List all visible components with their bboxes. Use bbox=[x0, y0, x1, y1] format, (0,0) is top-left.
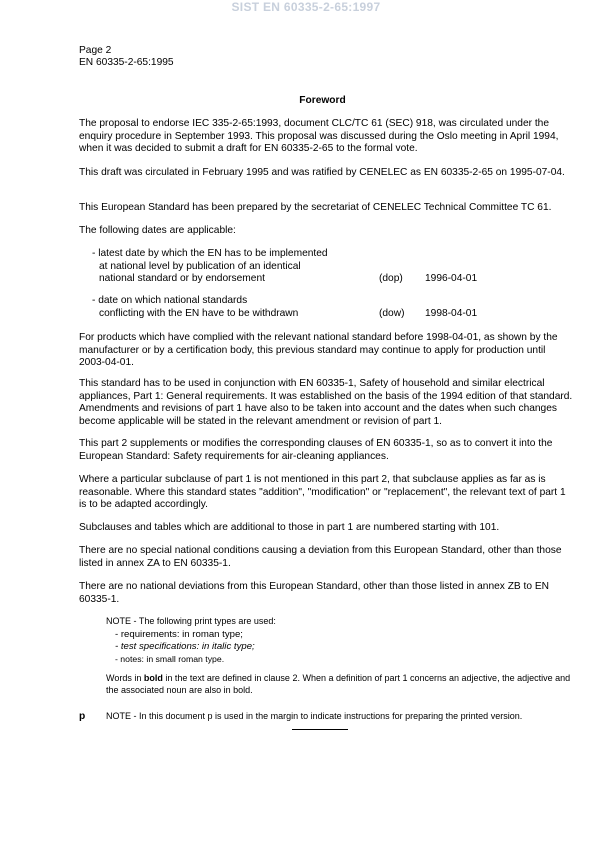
paragraph-numbering: Subclauses and tables which are additional to those in part 1 are numbered starting with 101. bbox=[79, 522, 500, 533]
dop-line-3: national standard or by endorsement bbox=[99, 273, 265, 284]
note-print-types bbox=[106, 616, 576, 665]
note-item-small: - notes: in small roman type. bbox=[115, 653, 225, 664]
paragraph-secretariat: This European Standard has been prepared by the secretariat of CENELEC Technical Committee TC 61. bbox=[79, 202, 552, 213]
paragraph-supplements: This part 2 supplements or modifies the corresponding clauses of EN 60335-1, so as to convert it into the European Standard: Safety requirements for air-cleaning appliances. bbox=[79, 438, 553, 462]
dop-line-2: at national level by publication of an identical bbox=[99, 260, 301, 272]
note-item-italic: - test specifications: in italic type; bbox=[115, 640, 255, 652]
dates-item-dow bbox=[92, 295, 572, 320]
paragraph-special-conditions: There are no special national conditions causing a deviation from this European Standard, other than those listed in annex ZA to EN 60335-1. bbox=[79, 545, 562, 569]
paragraph-subclauses: Where a particular subclause of part 1 is not mentioned in this part 2, that subclause applies as far as is reasonable. Where this standard states "addition", "modification" or "replacement", the relevant text of part 1 is to be adapted accordingly. bbox=[79, 474, 566, 510]
dates-item-dop bbox=[92, 248, 572, 286]
dow-line-1: - date on which national standards bbox=[92, 295, 248, 306]
paragraph-proposal: The proposal to endorse IEC 335-2-65:1993, document CLC/TC 61 (SEC) 918, was circulated under the enquiry procedure in September 1993. This proposal was discussed during the Oslo meeting in April 1994, when it was decided to submit a draft for EN 60335-2-65 to the formal vote. bbox=[79, 118, 559, 154]
watermark: SIST EN 60335-2-65:1997 bbox=[231, 0, 381, 14]
dop-line-1: - latest date by which the EN has to be implemented bbox=[92, 248, 328, 259]
document-id: EN 60335-2-65:1995 bbox=[79, 57, 174, 68]
note-print-types-intro: NOTE - The following print types are used: bbox=[106, 616, 276, 626]
note-bold-before: Words in bbox=[106, 673, 144, 683]
margin-marker: p bbox=[79, 711, 86, 722]
paragraph-national-deviations: There are no national deviations from this European Standard, other than those listed in annex ZB to EN 60335-1. bbox=[79, 581, 550, 605]
paragraph-ratification: This draft was circulated in February 1995 and was ratified by CENELEC as EN 60335-2-65 on 1995-07-04. bbox=[79, 167, 565, 178]
note-item-roman: - requirements: in roman type; bbox=[115, 628, 243, 640]
paragraph-part1: This standard has to be used in conjunction with EN 60335-1, Safety of household and similar electrical appliances, Part 1: General requirements. It was established on the basis of the 1994 edition of that standard. Amendments and revisions of part 1 have also to be taken into account and the dates when such changes become applicable will be stated in the relevant amendment or revision of part 1. bbox=[79, 378, 573, 427]
paragraph-transition: For products which have complied with the relevant national standard before 1998-04-01, as shown by the manufacturer or by a certification body, this previous standard may continue to apply for production until 2003-04-01. bbox=[79, 332, 558, 368]
note-margin-instructions: NOTE - In this document p is used in the margin to indicate instructions for preparing the printed version. bbox=[106, 711, 523, 721]
dow-code: (dow) bbox=[379, 307, 405, 319]
dop-date: 1996-04-01 bbox=[425, 273, 478, 284]
dow-line-2: conflicting with the EN have to be withdrawn bbox=[99, 307, 299, 319]
page-title: Foreword bbox=[299, 95, 346, 106]
paragraph-dates-intro: The following dates are applicable: bbox=[79, 225, 236, 236]
end-rule bbox=[292, 729, 348, 730]
note-bold-after: in the text are defined in clause 2. When a definition of part 1 concerns an adjective, the adjective and the associated noun are also in bold. bbox=[106, 673, 571, 695]
note-bold-word: bold bbox=[143, 673, 163, 683]
dow-date: 1998-04-01 bbox=[425, 307, 478, 319]
note-bold-words bbox=[106, 673, 576, 696]
dop-code: (dop) bbox=[379, 273, 403, 284]
page-number: Page 2 bbox=[79, 45, 112, 56]
